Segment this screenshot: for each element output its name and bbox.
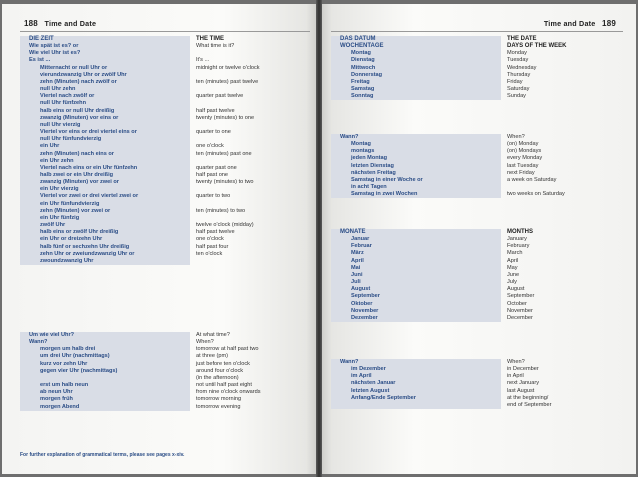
month-row-de: Juli [331,279,501,286]
when-row-en: When? [196,339,214,346]
time-row-en: one o'clock [196,143,224,150]
time-row [20,129,310,136]
weekday-row-en: Thursday [507,71,531,78]
left-running-head [24,19,96,28]
weekday-when-row-en: a week on Saturday [507,176,557,183]
when-row-en: (in the afternoon) [196,374,239,381]
time-row-de: zwoundzwanzig Uhr [20,258,190,265]
when-row-en: tomorrow morning [196,396,242,403]
weekday-when-row-de: Samstag in zwei Wochen [331,191,501,198]
months-section [331,229,621,322]
month-row-de: April [331,258,501,265]
time-row-en [190,122,196,129]
weekday-row [331,93,621,100]
time-row [20,79,310,86]
time-row [20,244,310,251]
weekday-row-de: Samstag [331,86,501,93]
weekday-row-de: Donnerstag [331,72,501,79]
right-running-head [544,19,616,28]
time-row [20,50,310,57]
when-row-de: Um wie viel Uhr? [20,332,190,339]
time-row [20,108,310,115]
month-when-row-de [331,402,501,409]
left-running-title: Time and Date [44,19,97,28]
time-row-de: null Uhr fünfundvierzig [20,136,190,143]
weekday-when-row-en: When? [507,134,525,140]
when-row-en: around four o'clock [196,367,244,374]
weekday-when-row [331,163,621,170]
time-row-de: Viertel nach zwölf or [20,93,190,100]
time-row-de: Wie spät ist es? or [20,43,190,50]
month-row [331,236,621,243]
when-row-en: just before ten o'clock [196,360,250,367]
time-row [20,258,310,265]
time-row-de: zehn Uhr or zweiundzwanzig Uhr or [20,251,190,258]
weekday-when-row [331,148,621,155]
month-when-row-en: last August [507,387,535,394]
weekday-row [331,79,621,86]
month-row-de: Februar [331,243,501,250]
month-row [331,301,621,308]
time-row [20,179,310,186]
time-row-de: ein Uhr zehn [20,158,190,165]
month-when-row-en: in April [507,373,524,380]
weekwhen-rows [331,134,621,198]
month-row-de: November [331,308,501,315]
when-row [20,361,310,368]
time-row [20,229,310,236]
month-when-section [331,359,621,409]
when-row [20,346,310,353]
time-row [20,43,310,50]
month-when-row-de: Anfang/Ende September [331,395,501,402]
month-when-row-en: at the beginning/ [507,394,549,401]
time-row-en: quarter past one [196,164,237,171]
time-row-en: half past twelve [196,107,235,114]
time-row-en [190,258,196,265]
time-row [20,165,310,172]
time-row-de: zwanzig (Minuten) vor eins or [20,115,190,122]
month-row [331,286,621,293]
month-row [331,308,621,315]
weekday-row-en: Saturday [507,86,530,93]
when-row-de: Wann? [20,339,190,346]
left-header-rule [20,31,310,32]
time-row-en: ten (minutes) to two [196,207,246,214]
time-row-en: It's ... [196,57,210,64]
time-row-en: What time is it? [196,43,235,50]
time-row [20,151,310,158]
month-when-row [331,366,621,373]
time-row-en: ten o'clock [196,250,223,257]
time-row-de: zwölf Uhr [20,222,190,229]
month-row [331,279,621,286]
time-row [20,193,310,200]
time-row-de: vierundzwanzig Uhr or zwölf Uhr [20,72,190,79]
weekday-row-en: Wednesday [507,64,537,71]
month-row-de: August [331,286,501,293]
weekday-when-row-de: Samstag in einer Woche or [331,177,501,184]
time-rows [20,43,310,265]
left-page-number: 188 [24,19,38,28]
weekday-when-row [331,184,621,191]
month-row-en: June [507,271,520,278]
time-row-en: midnight or twelve o'clock [196,64,260,71]
weekday-when-row-en: last Tuesday [507,162,539,169]
date-header-de: DAS DATUM [331,36,501,43]
month-row-en: October [507,300,527,307]
time-row-de: ein Uhr vierzig [20,186,190,193]
time-row-en [190,50,196,57]
weekday-when-row [331,134,621,141]
time-row-en [190,86,196,93]
book-spine [316,0,322,477]
weekdays-header-en: DAYS OF THE WEEK [507,43,567,50]
time-row [20,57,310,64]
time-row-de: zwanzig (Minuten) vor zwei or [20,179,190,186]
time-row [20,93,310,100]
time-row [20,186,310,193]
weekday-when-row [331,155,621,162]
month-row-en: May [507,264,518,271]
time-row-en: twenty (minutes) to one [196,114,255,121]
month-when-row-de: nächsten Januar [331,380,501,387]
time-row-en: half past four [196,243,229,250]
time-row [20,215,310,222]
weekday-row-en: Tuesday [507,57,529,64]
month-row-en: July [507,279,517,286]
time-row-de: halb fünf or sechzehn Uhr dreißig [20,244,190,251]
month-when-row-en: in December [507,366,539,373]
month-row-de: Januar [331,236,501,243]
weekday-when-row-en: (on) Monday [507,141,539,148]
monthwhen-rows [331,359,621,409]
time-row-de: null Uhr vierzig [20,122,190,129]
time-row-de: zehn (Minuten) nach eins or [20,151,190,158]
weekday-row-de: Dienstag [331,57,501,64]
when-row-de: morgen früh [20,396,190,403]
month-row [331,250,621,257]
when-row-en: from nine o'clock onwards [196,389,261,396]
time-header-row [20,36,310,43]
weekday-row-en: Sunday [507,93,526,100]
time-row-de: zehn (Minuten) vor zwei or [20,208,190,215]
when-row [20,382,310,389]
time-row-de: Viertel nach eins or ein Uhr fünfzehn [20,165,190,172]
weekday-when-row [331,191,621,198]
month-when-row-en: end of September [507,401,552,408]
when-row-de: erst um halb neun [20,382,190,389]
time-row-de: Mitternacht or null Uhr or [20,65,190,72]
month-when-row-en: When? [507,359,525,365]
right-page [319,4,636,474]
when-row [20,389,310,396]
month-row-en: January [507,236,527,243]
month-when-row [331,373,621,380]
weekday-row-de: Mittwoch [331,65,501,72]
time-row-en [190,215,196,222]
weekday-row [331,50,621,57]
when-row [20,396,310,403]
when-row [20,375,310,382]
when-row [20,353,310,360]
month-when-row [331,395,621,402]
month-when-row [331,388,621,395]
when-row [20,339,310,346]
time-row [20,201,310,208]
time-row-en [190,201,196,208]
time-row-de: ein Uhr or dreizehn Uhr [20,236,190,243]
time-row-en: one o'clock [196,236,224,243]
weekday-row-de: Freitag [331,79,501,86]
month-row-en: April [507,257,519,264]
time-row-de: ein Uhr [20,143,190,150]
weekday-rows [331,50,621,100]
time-row [20,86,310,93]
weekday-row-en: Monday [507,50,527,57]
month-row-en: August [507,286,525,293]
month-when-row-de: im April [331,373,501,380]
weekday-when-row-en: next Friday [507,169,535,176]
month-row-de: März [331,250,501,257]
time-section [20,36,310,265]
weekday-when-row [331,141,621,148]
when-row-en: tomorrow evening [196,403,241,410]
time-row-en: quarter past twelve [196,93,244,100]
time-row [20,115,310,122]
time-row-en: twelve o'clock (midday) [196,222,254,229]
when-row-en: tomorrow at half past two [196,346,259,353]
right-running-title: Time and Date [543,19,596,28]
month-row-de: Oktober [331,301,501,308]
time-row [20,222,310,229]
when-row [20,368,310,375]
month-when-row-en: next January [507,380,540,387]
time-row-en: ten (minutes) past one [196,150,252,157]
time-row [20,236,310,243]
months-header-de: MONATE [331,229,501,236]
weekday-when-row [331,170,621,177]
weekday-when-row-de: jeden Montag [331,155,501,162]
time-row-de: halb eins or zwölf Uhr dreißig [20,229,190,236]
weekday-when-row-en: every Monday [507,155,543,162]
time-row-de: Viertel vor eins or drei viertel eins or [20,129,190,136]
when-row-en: At what time? [196,332,230,338]
when-row-de: ab neun Uhr [20,389,190,396]
month-when-row-de: im Dezember [331,366,501,373]
time-row [20,72,310,79]
month-row-en: February [507,243,530,250]
months-header-row [331,229,621,236]
month-when-row-de: letzten August [331,388,501,395]
time-row-en: twenty (minutes) to two [196,179,254,186]
time-row-en: quarter to one [196,129,231,136]
month-when-row [331,402,621,409]
date-section [331,36,621,100]
time-row-de: halb zwei or ein Uhr dreißig [20,172,190,179]
month-row-de: September [331,293,501,300]
when-row [20,332,310,339]
time-row-de: null Uhr zehn [20,86,190,93]
weekday-when-row-de: Montag [331,141,501,148]
weekday-row [331,57,621,64]
weekday-when-row-de: in acht Tagen [331,184,501,191]
month-row-de: Juni [331,272,501,279]
time-row-de: halb eins or null Uhr dreißig [20,108,190,115]
weekdays-header-de: WOCHENTAGE [331,43,501,50]
when-row [20,404,310,411]
weekday-when-row-de: letzten Dienstag [331,163,501,170]
time-row-en [190,72,196,79]
weekday-when-row-de: montags [331,148,501,155]
month-row-de: Dezember [331,315,501,322]
left-page [2,4,319,474]
month-rows [331,236,621,322]
weekday-when-row-en: two weeks on Saturday [507,191,565,198]
months-header-en: MONTHS [507,229,533,235]
when-row-en: at three (pm) [196,353,229,360]
when-section [20,332,310,411]
time-row-en: quarter to two [196,193,231,200]
time-row-en: half past one [196,171,229,178]
weekday-when-row-en [501,184,507,191]
time-row [20,100,310,107]
month-row-en: November [507,307,533,314]
month-when-row [331,359,621,366]
when-row-de: um drei Uhr (nachmittags) [20,353,190,360]
footnote: For further explanation of grammatical terms, please see pages x-xiv. [20,452,185,458]
time-row-de: ein Uhr fünfundvierzig [20,201,190,208]
time-row-en [190,158,196,165]
month-when-row-de: Wann? [331,359,501,366]
when-row-de: kurz vor zehn Uhr [20,361,190,368]
time-header-en: THE TIME [196,36,224,42]
when-row-de [20,375,190,382]
when-row-de: gegen vier Uhr (nachmittags) [20,368,190,375]
time-row [20,158,310,165]
weekday-when-section [331,134,621,198]
time-row-de: ein Uhr fünfzig [20,215,190,222]
month-row-en: September [507,293,535,300]
time-row-en [190,100,196,107]
weekday-when-row [331,177,621,184]
weekday-row [331,72,621,79]
time-row-en [190,186,196,193]
time-row [20,143,310,150]
right-header-rule [331,31,623,32]
time-row-de: Es ist ... [20,57,190,64]
time-row-en [190,136,196,143]
time-row-en: half past twelve [196,229,235,236]
time-row-de: zehn (Minuten) nach zwölf or [20,79,190,86]
time-row [20,136,310,143]
time-row [20,122,310,129]
right-page-number: 189 [602,19,616,28]
weekday-row-de: Montag [331,50,501,57]
month-when-row [331,380,621,387]
weekdays-header-row [331,43,621,50]
time-row-de: Wie viel Uhr ist es? [20,50,190,57]
weekday-when-row-de: Wann? [331,134,501,141]
time-row [20,65,310,72]
time-row [20,208,310,215]
month-row [331,315,621,322]
weekday-row-de: Sonntag [331,93,501,100]
month-row-en: March [507,250,523,257]
weekday-row [331,65,621,72]
time-row [20,251,310,258]
date-header-row [331,36,621,43]
month-row-en: December [507,314,533,321]
date-header-en: THE DATE [507,36,537,42]
weekday-when-row-de: nächsten Freitag [331,170,501,177]
when-row-de: morgen Abend [20,404,190,411]
month-row [331,272,621,279]
month-row [331,258,621,265]
when-row-en: not until half past eight [196,382,252,389]
time-row-de: null Uhr fünfzehn [20,100,190,107]
weekday-row-en: Friday [507,78,523,85]
month-row [331,265,621,272]
time-row [20,172,310,179]
month-row-de: Mai [331,265,501,272]
time-row-en: ten (minutes) past twelve [196,78,259,85]
time-row-de: Viertel vor zwei or drei viertel zwei or [20,193,190,200]
month-row [331,293,621,300]
weekday-row [331,86,621,93]
weekday-when-row-en: (on) Mondays [507,148,542,155]
when-row-de: morgen um halb drei [20,346,190,353]
month-row [331,243,621,250]
when-rows [20,332,310,411]
time-header-de: DIE ZEIT [20,36,190,43]
